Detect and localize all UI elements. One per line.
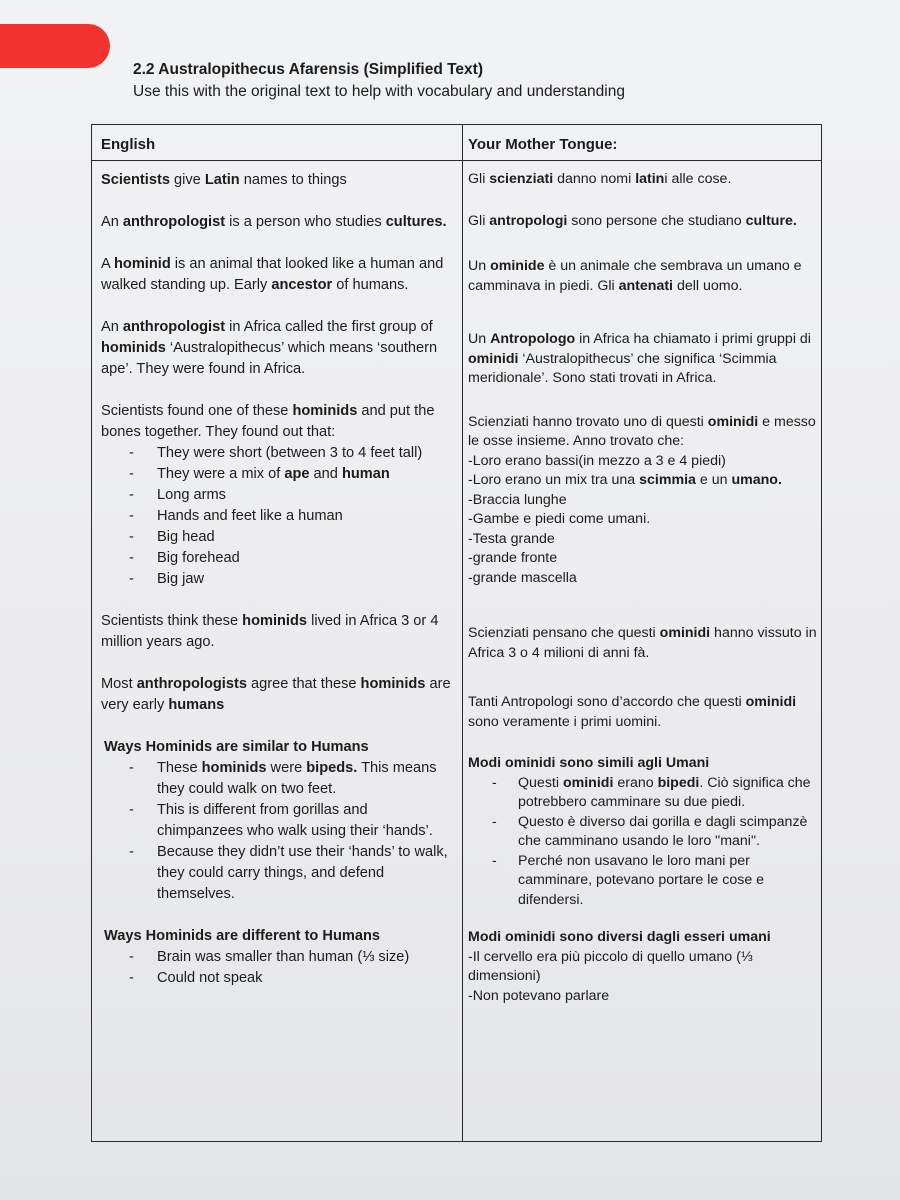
english-sentence-5: Scientists found one of these hominids and put the bones together. They found out that: (101, 403, 435, 440)
list-item: - This is different from gorillas and chimpanzees who walk using their ‘hands’. (101, 800, 453, 842)
english-column (101, 170, 453, 989)
english-sentence-7: Most anthropologists agree that these hominids are very early humans (101, 676, 451, 713)
list-item: -Il cervello era più piccolo di quello umano (⅓ dimensioni) (468, 948, 753, 984)
english-sentence-6: Scientists think these hominids lived in Africa 3 or 4 million years ago. (101, 613, 439, 650)
list-item: - Questo è diverso dai gorilla e dagli scimpanzè che camminano usando le loro "mani". (468, 813, 818, 852)
english-sentence-4: An anthropologist in Africa called the first group of hominids ‘Australopithecus’ which means ‘southern ape’. They were found in Africa. (101, 319, 438, 377)
list-item: - Big forehead (101, 548, 453, 569)
list-item: - Long arms (101, 485, 453, 506)
italian-sentence-6: Scienziati pensano che questi ominidi hanno vissuto in Africa 3 o 4 milioni di anni fà. (468, 625, 817, 661)
list-item: - Hands and feet like a human (101, 506, 453, 527)
italian-sentence-5: Scienziati hanno trovato uno di questi ominidi e messo le osse insieme. Anno trovato che: (468, 413, 816, 449)
list-item: - They were a mix of ape and human (101, 464, 453, 485)
list-item: - Perché non usavano le loro mani per camminare, potevano portare le cose e difendersi. (468, 852, 818, 911)
list-item: -Braccia lunghe (468, 491, 567, 508)
list-item: -Gambe e piedi come umani. (468, 511, 651, 527)
list-item: - Questi ominidi erano bipedi. Ciò significa che potrebbero camminare su due piedi. (468, 774, 818, 813)
header-divider (92, 160, 821, 161)
italian-sentence-1: Gli scienziati danno nomi latini alle cose. (468, 171, 732, 187)
english-sentence-1: Scientists give Latin names to things (101, 172, 347, 188)
english-similar-list (101, 758, 453, 905)
translation-table (91, 124, 822, 1142)
list-item: -grande fronte (468, 550, 558, 566)
italian-sentence-4: Un Antropologo in Africa ha chiamato i primi gruppi di ominidi ‘Australopithecus’ che significa ‘Scimmia meridionale’. Sono stati trovati in Africa. (468, 331, 811, 386)
column-header-mother-tongue: Your Mother Tongue: (468, 136, 618, 153)
worksheet-title: 2.2 Australopithecus Afarensis (Simplified Text) (133, 61, 483, 78)
english-similar-heading: Ways Hominids are similar to Humans (104, 739, 369, 755)
list-item: - Could not speak (101, 968, 453, 989)
redaction-mark (0, 24, 110, 68)
list-item: -Loro erano bassi(in mezzo a 3 e 4 piedi) (468, 452, 726, 469)
italian-sentence-7: Tanti Antropologi sono d’accordo che questi ominidi sono veramente i primi uomini. (468, 694, 797, 730)
column-header-english: English (101, 136, 156, 153)
list-item: -Testa grande (468, 530, 555, 547)
list-item: - Big head (101, 527, 453, 548)
list-item: - Brain was smaller than human (⅓ size) (101, 947, 453, 968)
italian-similar-heading: Modi ominidi sono simili agli Umani (468, 755, 710, 771)
list-item: - They were short (between 3 to 4 feet tall) (101, 443, 453, 464)
english-different-list (101, 947, 453, 989)
italian-similar-list (468, 774, 818, 911)
english-findings-list (101, 443, 453, 590)
list-item: -grande mascella (468, 569, 577, 586)
list-item: - Big jaw (101, 569, 453, 590)
italian-sentence-3: Un ominide è un animale che sembrava un umano e camminava in piedi. Gli antenati dell uomo. (468, 258, 802, 294)
mother-tongue-column (468, 170, 818, 1006)
english-different-heading: Ways Hominids are different to Humans (104, 928, 380, 944)
italian-sentence-2: Gli antropologi sono persone che studiano culture. (468, 212, 797, 229)
english-sentence-2: An anthropologist is a person who studies cultures. (101, 214, 447, 230)
column-divider (462, 125, 463, 1141)
worksheet-subtitle: Use this with the original text to help with vocabulary and understanding (133, 83, 625, 100)
english-sentence-3: A hominid is an animal that looked like a human and walked standing up. Early ancestor of humans. (101, 256, 444, 293)
list-item: - These hominids were bipeds. This means they could walk on two feet. (101, 758, 453, 800)
list-item: -Non potevano parlare (468, 987, 610, 1004)
list-item: -Loro erano un mix tra una scimmia e un umano. (468, 472, 782, 488)
italian-different-heading: Modi ominidi sono diversi dagli esseri umani (468, 929, 771, 945)
list-item: - Because they didn’t use their ‘hands’ to walk, they could carry things, and defend themselves. (101, 842, 453, 905)
